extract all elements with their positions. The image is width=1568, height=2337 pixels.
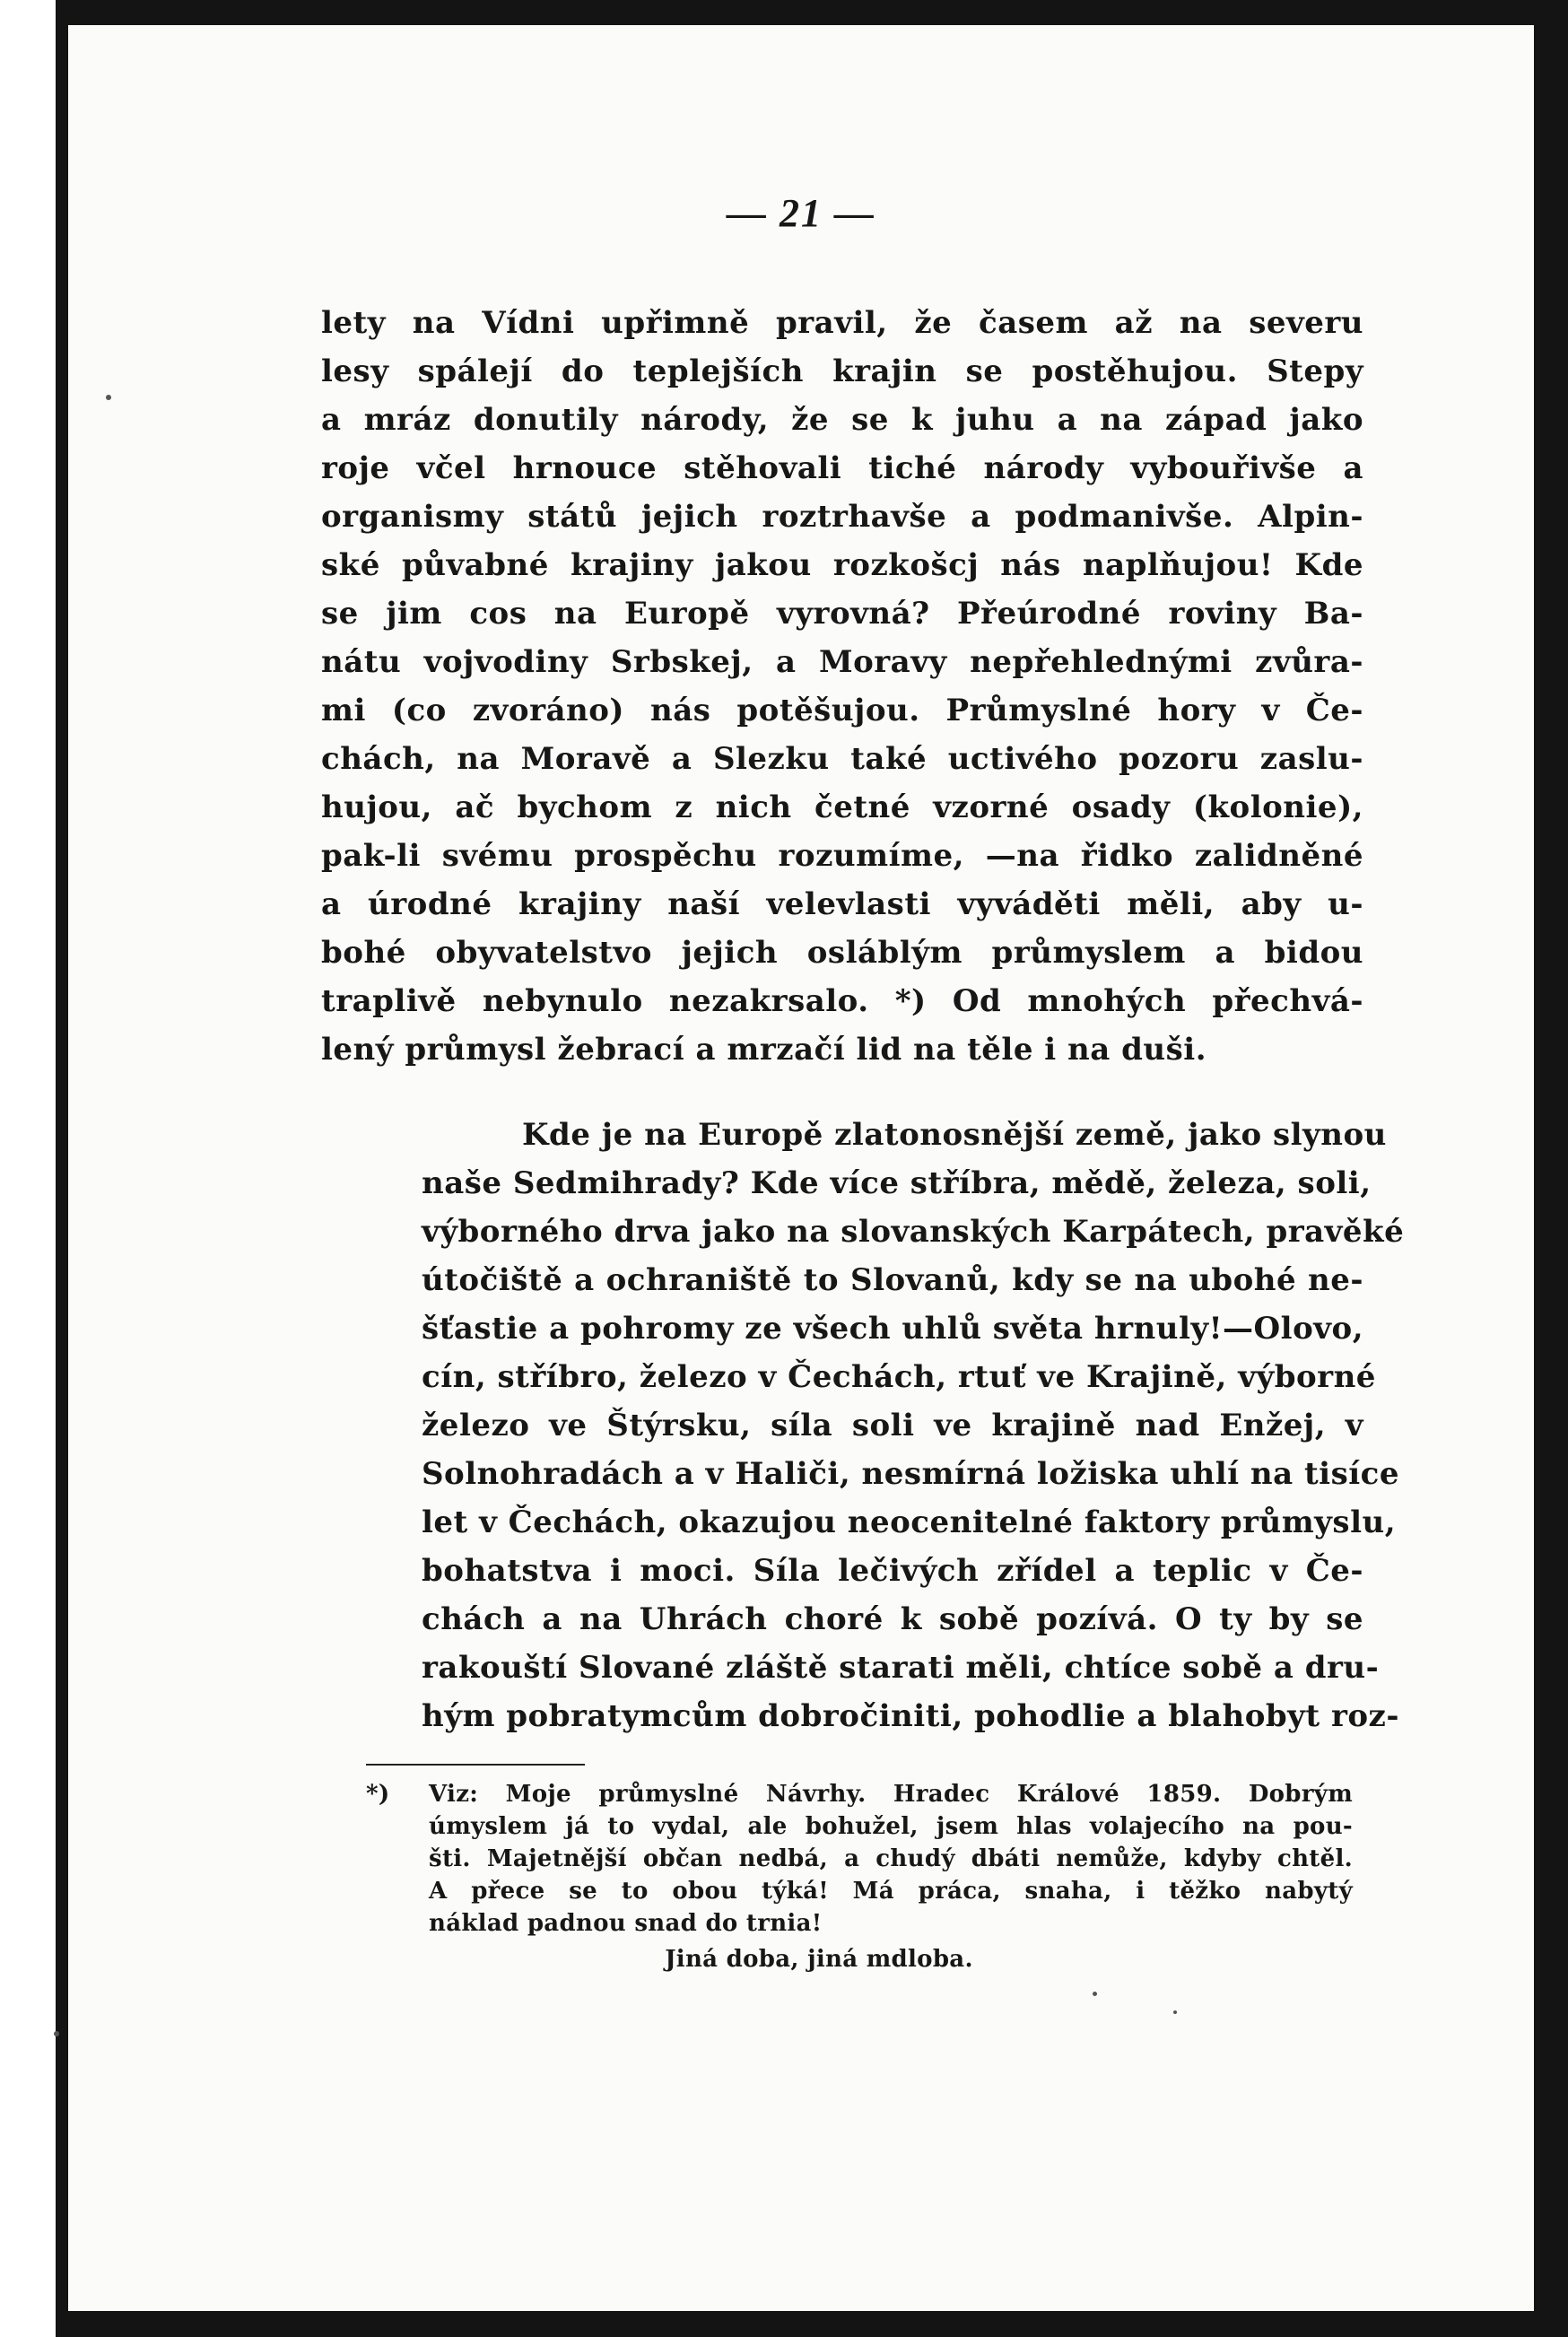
text-line: traplivě nebynulo nezakrsalo. *) Od mnohých přechvá-: [321, 983, 1363, 1019]
text-line: Kde je na Europě zlatonosnější země, jako slynou: [522, 1117, 1387, 1153]
text-line: nátu vojvodiny Srbskej, a Moravy nepřehlednými zvůra-: [321, 644, 1363, 680]
text-line: železo ve Štýrsku, síla soli ve krajině nad Enžej, v: [422, 1408, 1363, 1443]
footnote-divider: [366, 1764, 585, 1766]
text-line: let v Čechách, okazujou neocenitelné faktory průmyslu,: [422, 1504, 1397, 1540]
text-line: bohé obyvatelstvo jejich osláblým průmyslem a bidou: [321, 935, 1363, 971]
footnote-line: náklad padnou snad do trnia!: [429, 1910, 823, 1937]
scan-speck: [106, 395, 111, 400]
text-line: bohatstva i moci. Síla lečivých zřídel a teplic v Če-: [422, 1553, 1363, 1589]
text-line: šťastie a pohromy ze všech uhlů světa hrnuly!—Olovo,: [422, 1311, 1364, 1347]
text-line: rakouští Slované zláště starati měli, chtíce sobě a dru-: [422, 1650, 1380, 1686]
previous-page-edge: [0, 0, 56, 2337]
footnote-signature: Jiná doba, jiná mdloba.: [665, 1946, 973, 1973]
text-line: cín, stříbro, železo v Čechách, rtuť ve Krajině, výborné: [422, 1359, 1376, 1395]
page-number: — 21 —: [727, 191, 875, 235]
paragraph-2: [321, 1111, 1405, 1740]
text-line: lený průmysl žebrací a mrzačí lid na těle i na duši.: [321, 1032, 1207, 1068]
footnote-line: A přece se to obou týká! Má práca, snaha, i těžko nabytý: [429, 1878, 1353, 1905]
text-line: roje včel hrnouce stěhovali tiché národy vybouřivše a: [321, 450, 1363, 486]
text-line: hujou, ač bychom z nich četné vzorné osady (kolonie),: [321, 789, 1363, 825]
footnote-line: úmyslem já to vydal, ale bohužel, jsem hlas volajecího na pou-: [429, 1813, 1353, 1840]
text-line: útočiště a ochraniště to Slovanů, kdy se na ubohé ne-: [422, 1262, 1363, 1298]
text-line: chách a na Uhrách choré k sobě pozívá. O ty by se: [422, 1601, 1363, 1637]
text-line: mi (co zvoráno) nás potěšujou. Průmyslné hory v Če-: [321, 693, 1363, 728]
text-line: pak-li svému prospěchu rozumíme, —na řidko zalidněné: [321, 838, 1363, 874]
footnote-body: [429, 1778, 1353, 1975]
text-line: lesy spálejí do teplejších krajin se postěhujou. Stepy: [321, 353, 1363, 389]
text-line: se jim cos na Europě vyrovná? Přeúrodné roviny Ba-: [321, 596, 1363, 632]
text-line: ské půvabné krajiny jakou rozkošcj nás naplňujou! Kde: [321, 547, 1363, 583]
text-line: hým pobratymcům dobročiniti, pohodlie a blahobyt roz-: [422, 1698, 1399, 1734]
scan-speck: [54, 2031, 59, 2036]
footnote-line: šti. Majetnější občan nedbá, a chudý dbáti nemůže, kdyby chtěl.: [429, 1845, 1353, 1872]
footnote-marker: *): [366, 1781, 390, 1808]
text-line: chách, na Moravě a Slezku také uctivého pozoru zaslu-: [321, 741, 1363, 777]
scan-speck: [1173, 2010, 1177, 2014]
text-line: lety na Vídni upřimně pravil, že časem až na severu: [321, 305, 1363, 341]
book-page: [68, 25, 1534, 2311]
text-line: a mráz donutily národy, že se k juhu a na západ jako: [321, 402, 1363, 438]
scan-speck: [1093, 1992, 1097, 1996]
text-line: a úrodné krajiny naší velevlasti vyváděti měli, aby u-: [321, 886, 1363, 922]
footnote: [366, 1778, 1353, 1975]
text-line: Solnohradách a v Haliči, nesmírná ložiska uhlí na tisíce: [422, 1456, 1399, 1492]
text-line: výborného drva jako na slovanských Karpátech, pravěké: [422, 1214, 1405, 1250]
footnote-line: Viz: Moje průmyslné Návrhy. Hradec Králové 1859. Dobrým: [429, 1781, 1353, 1808]
text-line: naše Sedmihrady? Kde více stříbra, mědě, železa, soli,: [422, 1165, 1372, 1201]
text-line: organismy států jejich roztrhavše a podmanivše. Alpin-: [321, 499, 1363, 535]
paragraph-1: [321, 299, 1363, 1074]
